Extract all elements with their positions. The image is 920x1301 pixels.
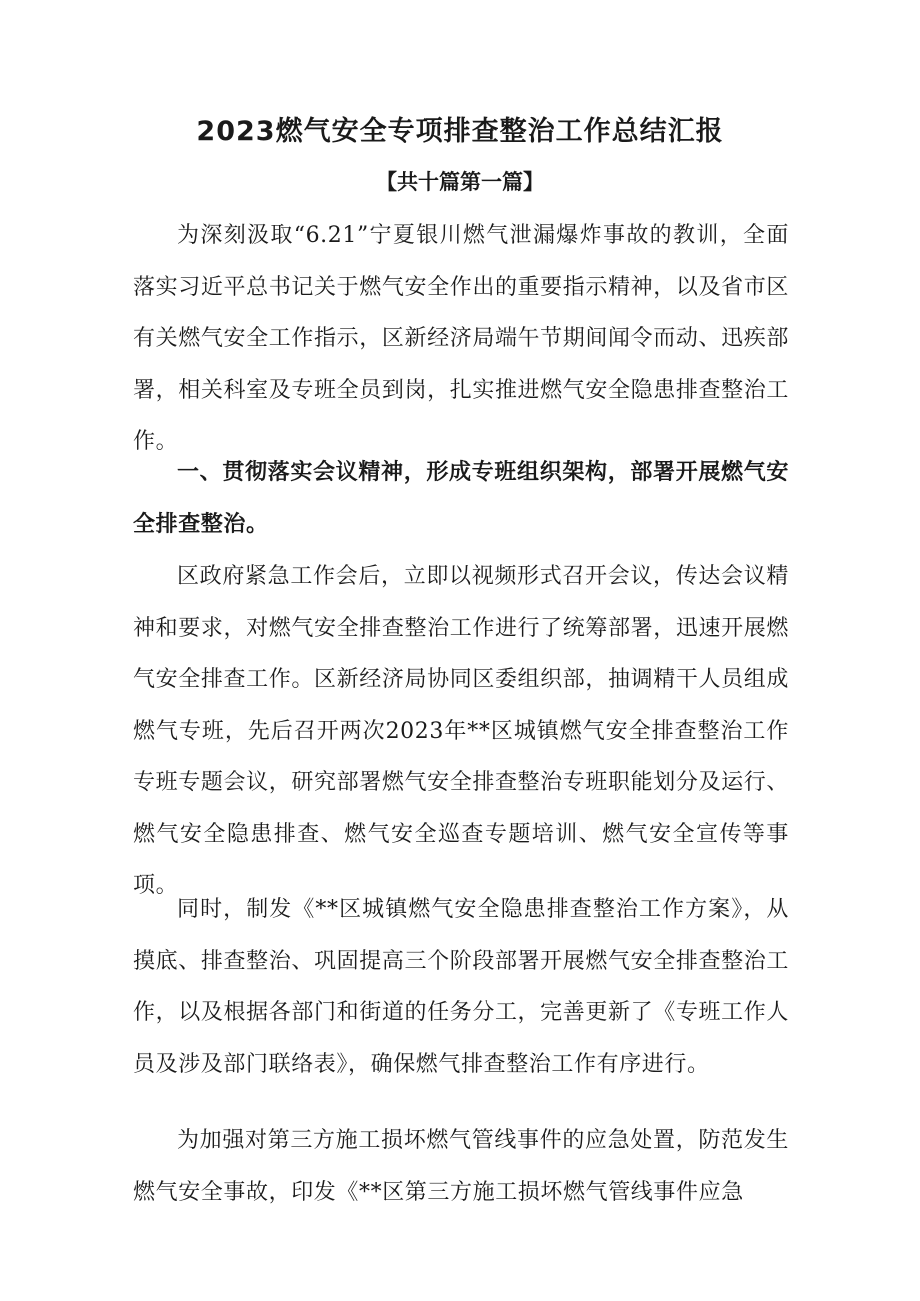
body-paragraph: 同时，制发《**区城镇燃气安全隐患排查整治工作方案》，从摸底、排查整治、巩固提高三个阶段部署开展燃气安全排查整治工作，以及根据各部门和街道的任务分工，完善更新了《专班工作人员及涉及部门联络表》，确保燃气排查整治工作有序进行。 [133, 897, 789, 1077]
intro-paragraph: 为深刻汲取“6.21”宁夏银川燃气泄漏爆炸事故的教训，全面落实习近平总书记关于燃气安全作出的重要指示精神，以及省市区有关燃气安全工作指示，区新经济局端午节期间闻令而动、迅疾部署，相关科室及专班全员到岗，扎实推进燃气安全隐患排查整治工作。 [133, 223, 789, 454]
body-paragraph: 区政府紧急工作会后，立即以视频形式召开会议，传达会议精神和要求，对燃气安全排查整治工作进行了统筹部署，迅速开展燃气安全排查工作。区新经济局协同区委组织部，抽调精干人员组成燃气专班，先后召开两次2023年**区城镇燃气安全排查整治工作专班专题会议，研究部署燃气安全排查整治专班职能划分及运行、燃气安全隐患排查、燃气安全巡查专题培训、燃气安全宣传等事项。 [133, 564, 789, 898]
document-subtitle: 【共十篇第一篇】 [376, 170, 544, 194]
document-title: 2023燃气安全专项排查整治工作总结汇报 [196, 116, 724, 147]
body-paragraph: 为加强对第三方施工损坏燃气管线事件的应急处置，防范发生燃气安全事故，印发《**区第三方施工损坏燃气管线事件应急 [133, 1128, 789, 1205]
section-heading: 一、贯彻落实会议精神，形成专班组织架构，部署开展燃气安全排查整治。 [133, 460, 789, 537]
